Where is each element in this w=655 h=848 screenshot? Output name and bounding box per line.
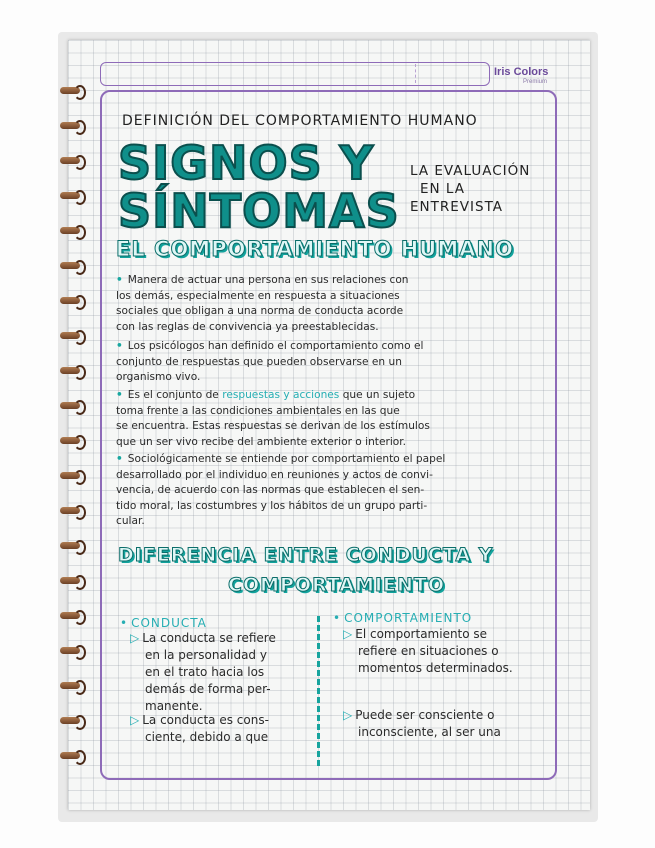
spiral-ring [60,749,84,762]
highlighted-text: respuestas y acciones [222,389,340,401]
title-line-1: SIGNOS Y [118,136,375,190]
side-note-line-1: LA EVALUACIÓN [410,163,531,179]
bullet-paragraph: • Es el conjunto de respuestas y acciones que un sujeto toma frente a las condiciones ambientales en las que se encuentra. Estas respuestas se derivan de los estímulos que un ser vivo recibe del ambiente exterior o interior. [116,389,430,448]
triangle-bullet-icon: ▷ [130,713,140,727]
side-note-line-2: EN LA [420,181,465,197]
page-subtitle: DEFINICIÓN DEL COMPORTAMIENTO HUMANO [122,113,478,129]
bullet-paragraph: • Los psicólogos han definido el comportamiento como el conjunto de respuestas que pueden observarse en un organismo vivo. [116,340,424,383]
triangle-bullet-icon: ▷ [343,708,353,722]
spiral-ring [60,644,84,657]
spiral-ring [60,539,84,552]
bullet-dot: • [116,274,123,286]
column-divider [317,616,320,766]
spiral-ring [60,504,84,517]
comportamiento-item-1: ▷ El comportamiento se refiere en situaciones o momentos determinados. [343,627,513,675]
spiral-ring [60,469,84,482]
spiral-ring [60,224,84,237]
conducta-item-2: ▷ La conducta es cons- ciente, debido a que [130,713,269,744]
section-heading-diferencia-1: DIFERENCIA ENTRE CONDUCTA Y [118,544,494,566]
column-title-comportamiento: • COMPORTAMIENTO [333,611,473,625]
spiral-ring [60,609,84,622]
bullet-dot: • [116,453,123,465]
triangle-bullet-icon: ▷ [130,631,140,645]
header-divider [415,64,416,83]
brand-sub: Premium [523,79,548,85]
spiral-ring [60,329,84,342]
triangle-bullet-icon: ▷ [343,627,353,641]
column-title-conducta: • CONDUCTA [120,616,207,630]
bullet-paragraph: • Sociológicamente se entiende por comportamiento el papel desarrollado por el individuo en reuniones y actos de convi- vencia, de acuerdo con las normas que establecen el sen- tido moral, las costumbres y los hábitos de un grupo parti- cular. [116,453,446,527]
spiral-ring [60,259,84,272]
conducta-item-1: ▷ La conducta se refiere en la personalidad y en el trato hacia los demás de forma per- manente. [130,631,276,713]
spiral-ring [60,84,84,97]
spiral-ring [60,574,84,587]
title-line-2: SÍNTOMAS [118,184,400,238]
spiral-ring [60,119,84,132]
spiral-ring [60,294,84,307]
bullet-dot: • [116,340,123,352]
section-heading-diferencia-2: COMPORTAMIENTO [228,574,446,596]
spiral-ring [60,189,84,202]
section-heading-comportamiento: EL COMPORTAMIENTO HUMANO [116,237,514,261]
bullet-dot: • [333,611,342,625]
bullet-dot: • [120,616,129,630]
spiral-ring [60,154,84,167]
brand-logo: Iris Colors [494,66,549,78]
bullet-paragraph: • Manera de actuar una persona en sus relaciones con los demás, especialmente en respuesta a situaciones sociales que obligan a una norma de conducta acorde con las reglas de convivencia ya preestablecidas. [116,274,409,333]
spiral-ring [60,679,84,692]
bullet-dot: • [116,389,123,401]
side-note-line-3: ENTREVISTA [410,199,504,215]
spiral-ring [60,714,84,727]
spiral-ring [60,364,84,377]
comportamiento-item-2: ▷ Puede ser consciente o inconsciente, al ser una [343,708,501,739]
date-header-box [100,62,490,86]
spiral-ring [60,399,84,412]
spiral-ring [60,434,84,447]
